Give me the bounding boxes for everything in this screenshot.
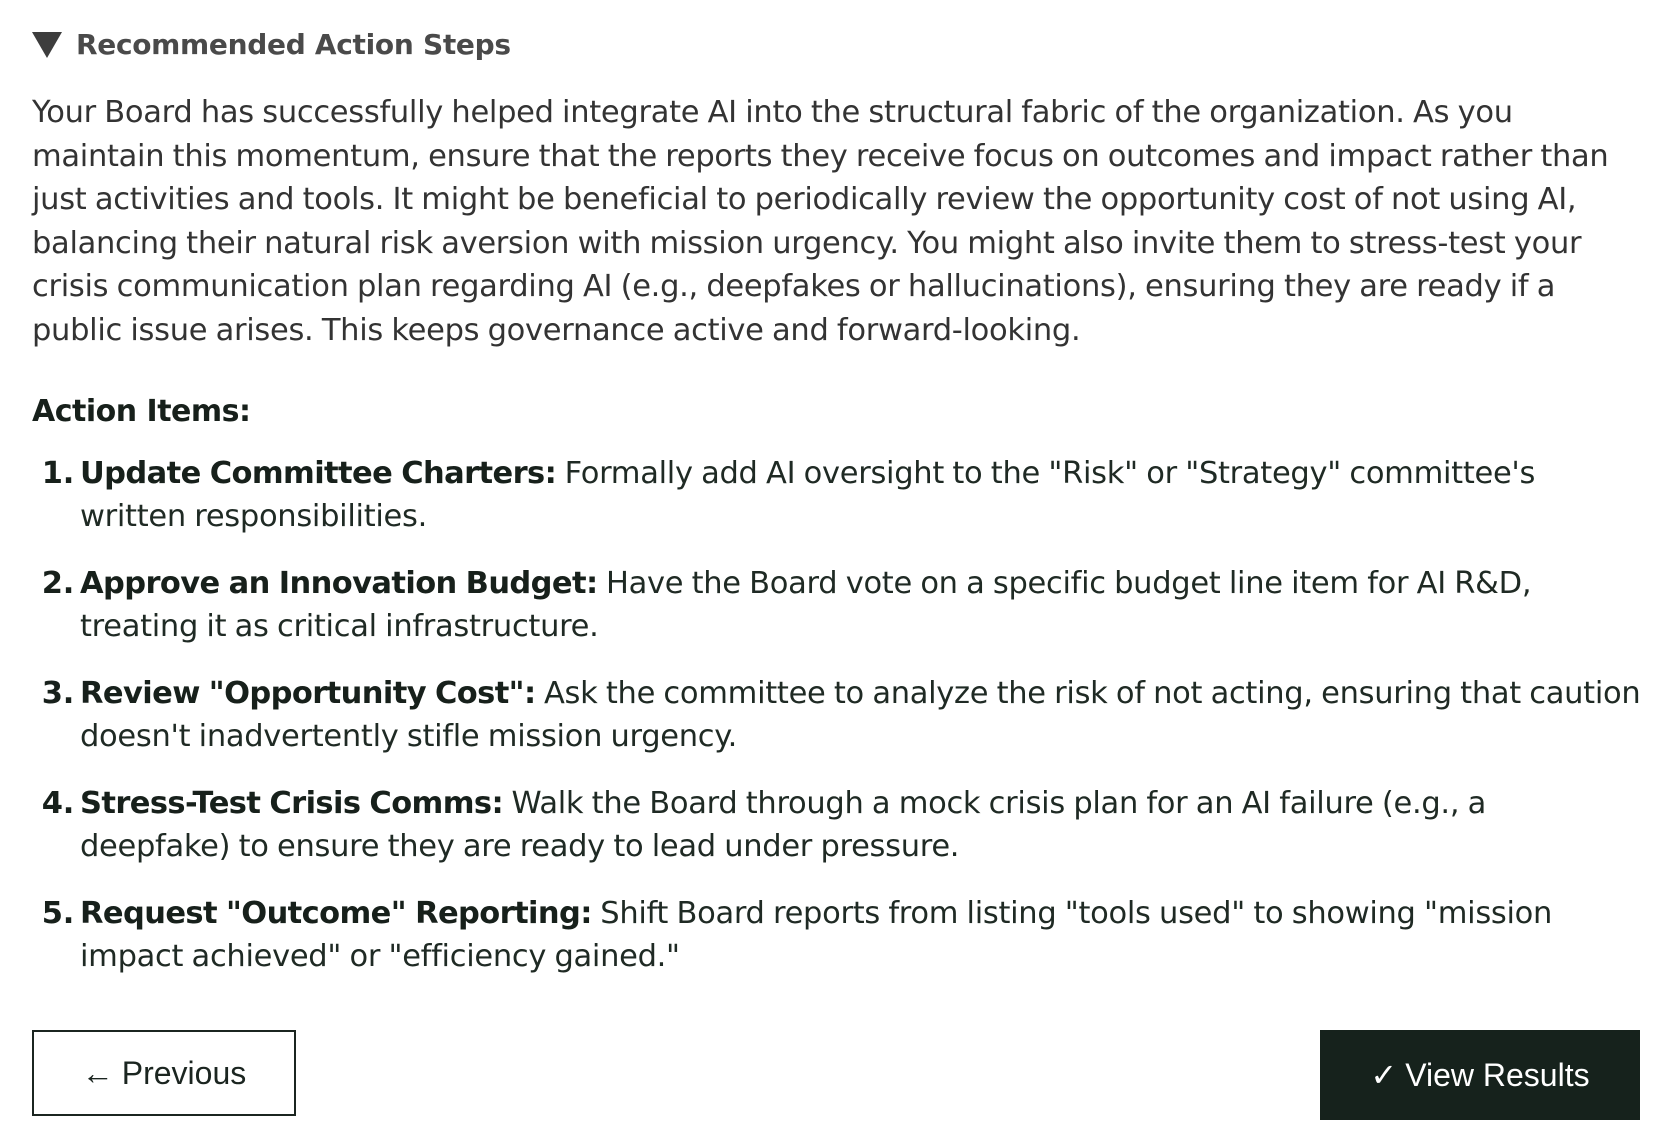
item-text: Walk the Board through a mock crisis plan for an AI failure (e.g., a deepfake) to ensure they are ready to lead under pressure. — [80, 786, 1487, 864]
previous-button-label: Previous — [121, 1054, 247, 1091]
item-title: Review "Opportunity Cost": — [80, 676, 536, 711]
section-toggle[interactable] — [32, 24, 511, 64]
previous-button[interactable] — [32, 1030, 296, 1116]
item-number: 2. — [41, 566, 74, 601]
item-number: 1. — [41, 456, 74, 491]
item-title: Request "Outcome" Reporting: — [80, 896, 592, 931]
action-item — [32, 892, 1642, 978]
collapse-triangle-icon[interactable] — [32, 32, 62, 58]
action-item — [32, 672, 1642, 758]
view-results-button[interactable] — [1320, 1030, 1640, 1120]
item-text: Formally add AI oversight to the "Risk" or "Strategy" committee's written responsibilities. — [80, 456, 1536, 534]
item-text: Shift Board reports from listing "tools used" to showing "mission impact achieved" or "efficiency gained." — [80, 896, 1553, 974]
item-number: 4. — [41, 786, 74, 821]
item-text: Ask the committee to analyze the risk of not acting, ensuring that caution doesn't inadvertently stifle mission urgency. — [80, 676, 1641, 754]
checkmark-icon: ✓ — [1370, 1057, 1398, 1093]
item-title: Stress-Test Crisis Comms: — [80, 786, 504, 821]
arrow-left-icon: ← — [81, 1054, 114, 1091]
action-item — [32, 562, 1642, 648]
view-results-button-label: View Results — [1405, 1056, 1590, 1093]
action-items-list — [32, 452, 1642, 1002]
action-item — [32, 452, 1642, 538]
item-text: Have the Board vote on a specific budget line item for AI R&D, treating it as critical infrastructure. — [80, 566, 1532, 644]
item-number: 3. — [41, 676, 74, 711]
section-title: Recommended Action Steps — [76, 27, 511, 61]
action-items-heading: Action Items: — [32, 394, 251, 429]
item-title: Approve an Innovation Budget: — [80, 566, 598, 601]
item-number: 5. — [41, 896, 74, 931]
item-title: Update Committee Charters: — [80, 456, 557, 491]
intro-paragraph: Your Board has successfully helped integrate AI into the structural fabric of the organization. As you maintain this momentum, ensure that the reports they receive focus on outcomes and impact rather than just activities and tools. It might be beneficial to periodically review the opportunity cost of not using AI, balancing their natural risk aversion with mission urgency. You might also invite them to stress-test your crisis communication plan regarding AI (e.g., deepfakes or hallucinations), ensuring they are ready if a public issue arises. This keeps governance active and forward-looking. — [32, 95, 1609, 348]
action-item — [32, 782, 1642, 868]
